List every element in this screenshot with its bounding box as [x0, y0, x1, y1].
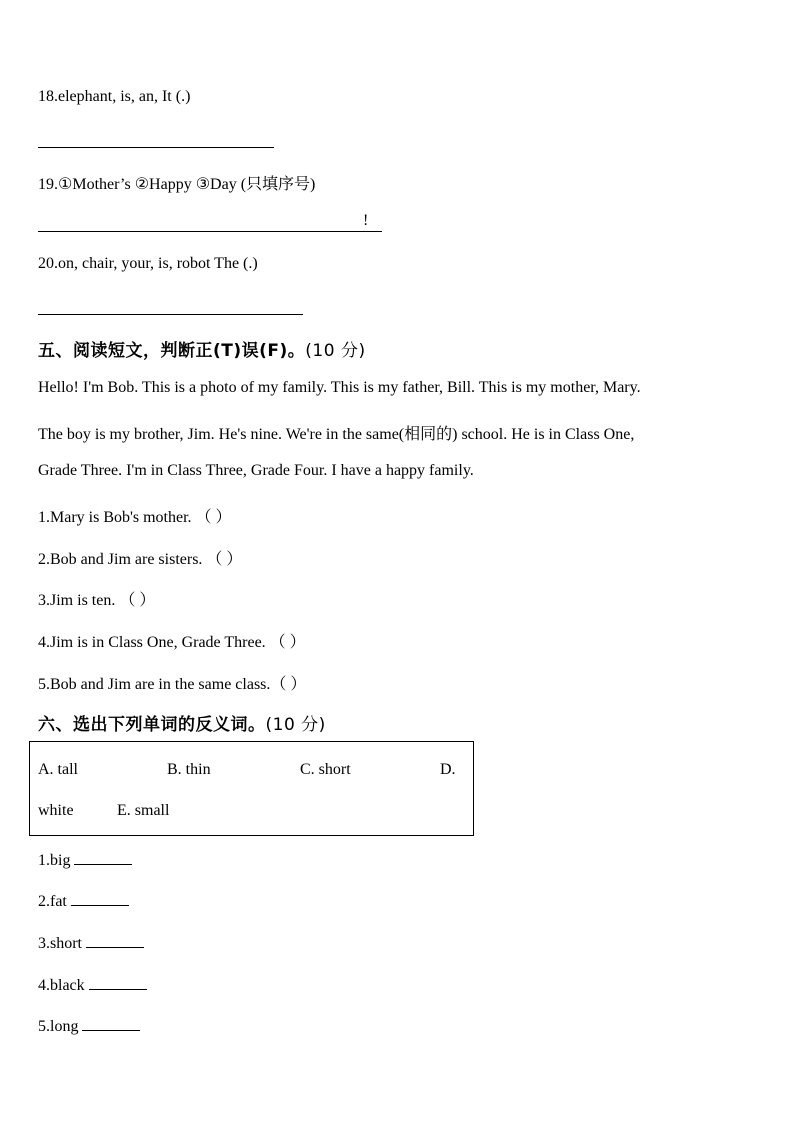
section-title: 六、选出下列单词的反义词。	[38, 715, 266, 735]
tf-question-5[interactable]: 5.Bob and Jim are in the same class.（ ）	[38, 676, 307, 693]
passage-line: The boy is my brother, Jim. He's nine. We're in the same(相同的) school. He is in Class One,	[38, 426, 635, 443]
answer-line-19[interactable]	[38, 231, 382, 232]
answer-blank[interactable]	[89, 975, 147, 990]
passage-line: Hello! I'm Bob. This is a photo of my family. This is my father, Bill. This is my mother, Mary.	[38, 379, 641, 396]
question-19	[38, 171, 315, 194]
word-bank-box	[29, 741, 474, 836]
tf-question-4[interactable]: 4.Jim is in Class One, Grade Three. （ ）	[38, 634, 306, 651]
answer-line-20[interactable]	[38, 314, 303, 315]
tf-question-3[interactable]: 3.Jim is ten. （ ）	[38, 592, 156, 609]
option-c: C. short	[300, 761, 351, 778]
question-18	[38, 88, 190, 106]
question-number: 18.	[38, 88, 58, 105]
question-number: 19.	[38, 176, 58, 193]
question-20	[38, 255, 258, 273]
passage-line: Grade Three. I'm in Class Three, Grade Four. I have a happy family.	[38, 462, 474, 479]
antonym-word: 5.long	[38, 1018, 79, 1035]
tf-question-1[interactable]: 1.Mary is Bob's mother. （ ）	[38, 509, 232, 526]
answer-line-18[interactable]	[38, 147, 274, 148]
answer-blank[interactable]	[71, 891, 129, 906]
section-6-heading	[38, 710, 326, 735]
tf-question-2[interactable]: 2.Bob and Jim are sisters. （ ）	[38, 551, 243, 568]
option-b: B. thin	[167, 761, 211, 778]
question-text: ①Mother’s ②Happy ③Day (只填序号)	[58, 176, 316, 193]
antonym-word: 2.fat	[38, 893, 67, 910]
question-text: on, chair, your, is, robot The (.)	[58, 255, 258, 272]
section-title: 五、阅读短文，判断正(T)误(F)。	[38, 341, 306, 361]
antonym-item-3	[38, 933, 144, 953]
question-number: 20.	[38, 255, 58, 272]
section-points: (10 分)	[265, 715, 326, 735]
antonym-word: 3.short	[38, 935, 82, 952]
answer-blank[interactable]	[86, 933, 144, 948]
antonym-word: 1.big	[38, 852, 71, 869]
option-d-word: white	[38, 802, 74, 819]
question-text: elephant, is, an, It (.)	[58, 88, 191, 105]
antonym-word: 4.black	[38, 977, 85, 994]
antonym-item-1	[38, 850, 132, 870]
section-points: (10 分)	[305, 341, 366, 361]
option-a: A. tall	[38, 761, 78, 778]
antonym-item-4	[38, 975, 147, 995]
option-d: D.	[440, 761, 456, 778]
antonym-item-2	[38, 891, 129, 911]
section-5-heading	[38, 336, 366, 361]
answer-blank[interactable]	[74, 850, 132, 865]
exclamation-mark: !	[363, 212, 369, 229]
option-e: E. small	[117, 802, 170, 819]
answer-blank[interactable]	[82, 1016, 140, 1031]
antonym-item-5	[38, 1016, 140, 1036]
